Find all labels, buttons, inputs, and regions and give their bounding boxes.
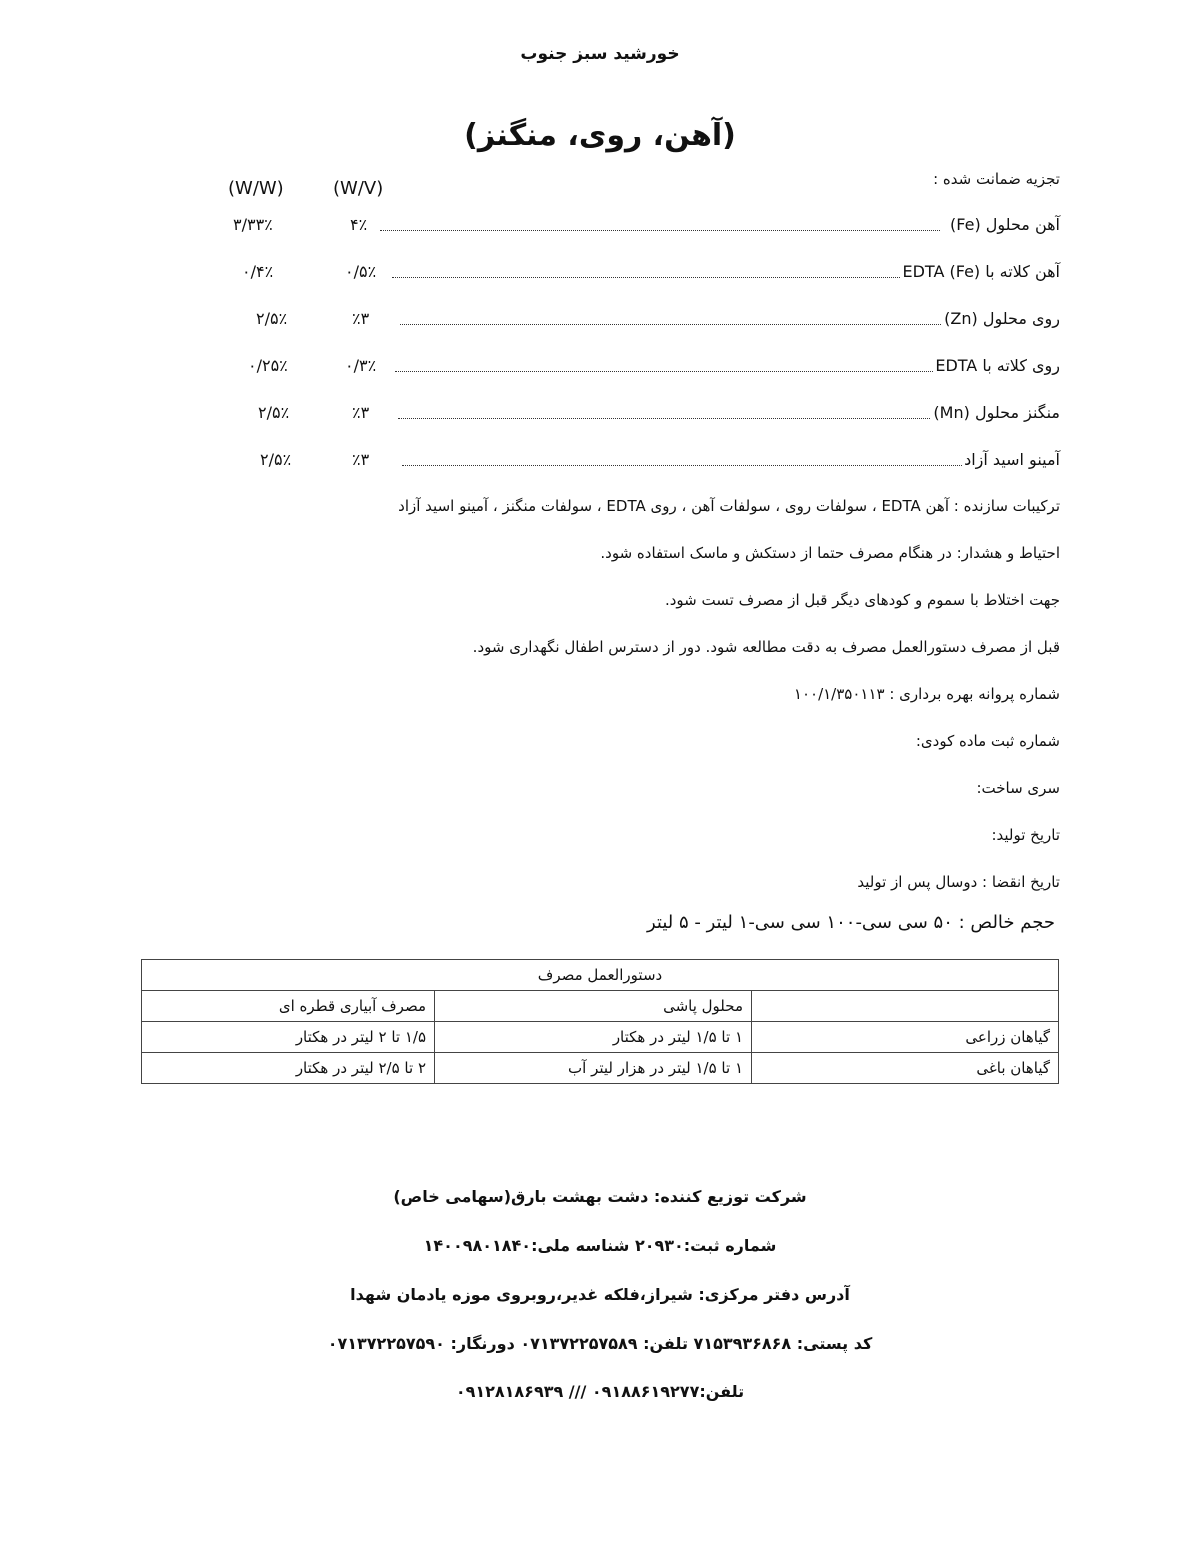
- fertilizer-registration: شماره ثبت ماده کودی:: [915, 732, 1060, 750]
- value-ww: ۲/۵٪: [256, 309, 288, 328]
- usage-table-caption: دستورالعمل مصرف: [142, 960, 1059, 991]
- analysis-row: [220, 309, 1060, 339]
- net-volume: حجم خالص : ۵۰ سی سی-۱۰۰ سی سی-۱ لیتر - ۵ لیتر: [647, 912, 1055, 933]
- ingredients-text: ترکیبات سازنده : آهن EDTA ، سولفات روی ، سولفات آهن ، روی EDTA ، سولفات منگنز ، آمینو اسید آزاد: [398, 497, 1060, 515]
- value-wv: ۰/۵٪: [345, 262, 377, 281]
- nutrient-label: آمینو اسید آزاد: [964, 450, 1060, 469]
- analysis-heading: تجزیه ضمانت شده :: [933, 170, 1060, 188]
- table-row: [142, 1022, 1059, 1053]
- table-cell: ۱/۵ تا ۲ لیتر در هکتار: [142, 1022, 435, 1053]
- batch-number: سری ساخت:: [976, 779, 1060, 797]
- analysis-row: [220, 450, 1060, 480]
- column-header-wv: (W/V): [333, 178, 384, 199]
- value-wv: ۰/۳٪: [345, 356, 377, 375]
- nutrient-label: منگنز محلول (Mn): [933, 403, 1060, 422]
- table-cell: ۲ تا ۲/۵ لیتر در هکتار: [142, 1053, 435, 1084]
- analysis-row: [220, 215, 1060, 245]
- distributor-name: شرکت توزیع کننده: دشت بهشت بارق(سهامی خاص): [393, 1187, 807, 1206]
- value-ww: ۲/۵٪: [258, 403, 290, 422]
- table-cell: گیاهان باغی: [752, 1053, 1059, 1084]
- leader-dots: [402, 465, 968, 466]
- value-wv: ٪۳: [352, 403, 370, 422]
- value-wv: ۴٪: [350, 215, 368, 234]
- product-title: (آهن، روی، منگنز): [464, 118, 736, 153]
- leader-dots: [395, 371, 935, 372]
- leader-dots: [400, 324, 955, 325]
- nutrient-label: روی محلول (Zn): [944, 309, 1060, 328]
- usage-table: [141, 959, 1059, 1084]
- value-ww: ۳/۳۳٪: [233, 215, 273, 234]
- table-header-drip: مصرف آبیاری قطره ای: [142, 991, 435, 1022]
- production-date: تاریخ تولید:: [991, 826, 1060, 844]
- company-registration: شماره ثبت:۲۰۹۳۰ شناسه ملی:۱۴۰۰۹۸۰۱۸۴۰: [423, 1236, 777, 1255]
- contact-info: کد پستی: ۷۱۵۳۹۳۶۸۶۸ تلفن: ۰۷۱۳۷۲۲۵۷۵۸۹ دورنگار: ۰۷۱۳۷۲۲۵۷۵۹۰: [327, 1334, 873, 1353]
- leader-dots: [392, 277, 900, 278]
- license-number: شماره پروانه بهره برداری : ۱۰۰/۱/۳۵۰۱۱۳: [793, 685, 1060, 703]
- analysis-row: [220, 262, 1060, 292]
- leader-dots: [380, 230, 940, 231]
- analysis-row: [220, 403, 1060, 433]
- leader-dots: [398, 418, 938, 419]
- table-header-spraying: محلول پاشی: [435, 991, 752, 1022]
- brand-name: خورشید سبز جنوب: [520, 44, 680, 64]
- nutrient-label: آهن محلول (Fe): [950, 215, 1060, 234]
- table-cell: ۱ تا ۱/۵ لیتر در هزار لیتر آب: [435, 1053, 752, 1084]
- nutrient-label: روی کلاته با EDTA: [935, 356, 1060, 375]
- value-wv: ٪۳: [352, 309, 370, 328]
- value-ww: ۲/۵٪: [260, 450, 292, 469]
- analysis-row: [220, 356, 1060, 386]
- mixing-text: جهت اختلاط با سموم و کودهای دیگر قبل از مصرف تست شود.: [664, 591, 1060, 609]
- table-cell: گیاهان زراعی: [752, 1022, 1059, 1053]
- office-address: آدرس دفتر مرکزی: شیراز،فلکه غدیر،روبروی موزه یادمان شهدا: [350, 1285, 850, 1304]
- value-ww: ۰/۴٪: [242, 262, 274, 281]
- table-row: [142, 1053, 1059, 1084]
- expiry-date: تاریخ انقضا : دوسال پس از تولید: [857, 873, 1060, 891]
- nutrient-label: آهن کلاته با EDTA (Fe): [902, 262, 1060, 281]
- value-wv: ٪۳: [352, 450, 370, 469]
- instructions-text: قبل از مصرف دستورالعمل مصرف به دقت مطالعه شود. دور از دسترس اطفال نگهداری شود.: [472, 638, 1060, 656]
- phone-numbers: تلفن:۰۹۱۸۸۶۱۹۲۷۷ /// ۰۹۱۲۸۱۸۶۹۳۹: [455, 1382, 745, 1401]
- value-ww: ۰/۲۵٪: [248, 356, 288, 375]
- column-header-ww: (W/W): [228, 178, 284, 199]
- caution-text: احتیاط و هشدار: در هنگام مصرف حتما از دستکش و ماسک استفاده شود.: [600, 544, 1060, 562]
- table-cell: ۱ تا ۱/۵ لیتر در هکتار: [435, 1022, 752, 1053]
- table-header-empty: [752, 991, 1059, 1022]
